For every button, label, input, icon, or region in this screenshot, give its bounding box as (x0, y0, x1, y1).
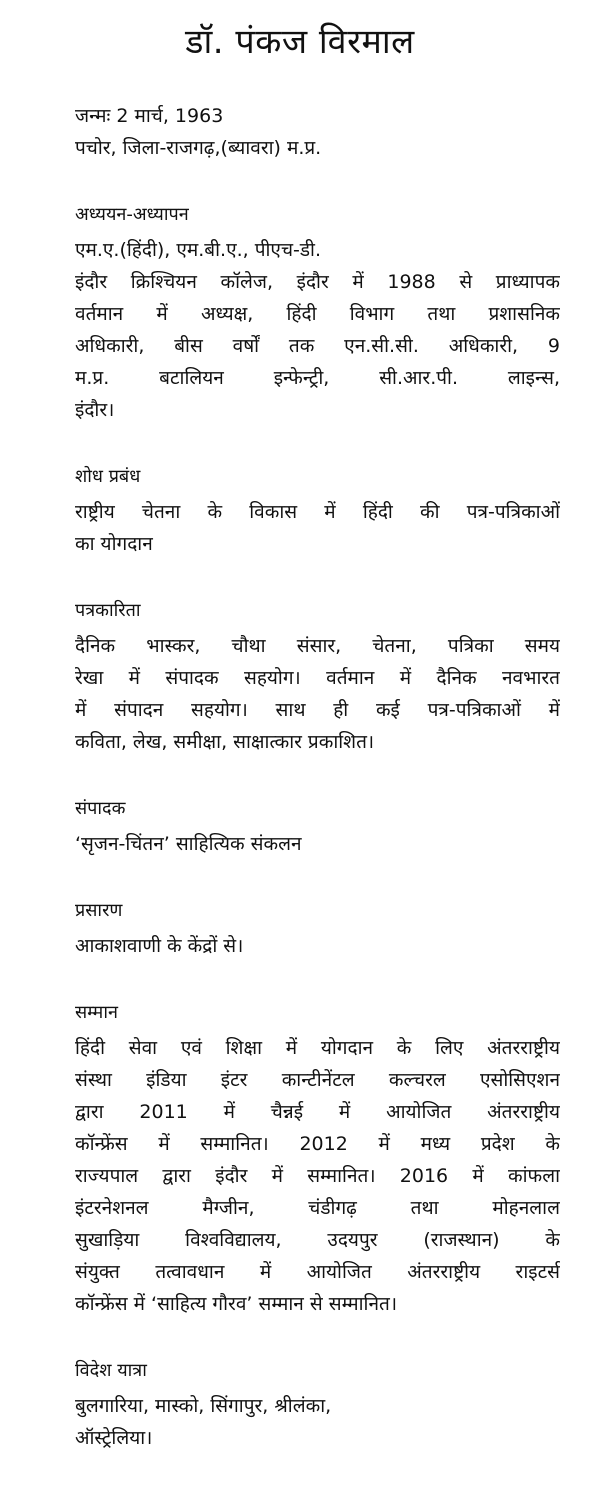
travel-section (75, 1358, 560, 1454)
travel-heading: विदेश यात्रा (75, 1360, 147, 1381)
research-heading: शोध प्रबंध (75, 466, 141, 487)
page-title: डॉ. पंकज विरमाल (185, 22, 415, 62)
journalism-line: रेखा में संपादक सहयोग। वर्तमान में दैनिक नवभारत (75, 667, 560, 689)
research-line: राष्ट्रीय चेतना के विकास में हिंदी की पत्र-पत्रिकाओं (75, 501, 560, 523)
birth-place: पचोर, जिला-राजगढ़,(ब्यावरा) म.प्र. (75, 137, 322, 159)
editor-heading: संपादक (75, 798, 126, 819)
honors-section (75, 1000, 560, 1320)
education-heading: अध्ययन-अध्यापन (75, 204, 189, 225)
honors-line: संयुक्त तत्वावधान में आयोजित अंतरराष्ट्रीय राइटर्स (75, 1261, 560, 1283)
broadcast-line: आकाशवाणी के केंद्रों से। (75, 935, 244, 957)
education-line: इंदौर क्रिश्चियन कॉलेज, इंदौर में 1988 से प्राध्यापक (75, 271, 560, 293)
research-section (75, 464, 560, 560)
honors-heading: सम्मान (75, 1002, 118, 1023)
journalism-line: कविता, लेख, समीक्षा, साक्षात्कार प्रकाशित। (75, 731, 375, 753)
journalism-line: दैनिक भास्कर, चौथा संसार, चेतना, पत्रिका समय (75, 635, 560, 657)
broadcast-section (75, 898, 560, 962)
honors-line: इंटरनेशनल मैग्जीन, चंडीगढ़ तथा मोहनलाल (75, 1197, 560, 1219)
education-line: इंदौर। (75, 399, 115, 421)
journalism-line: में संपादन सहयोग। साथ ही कई पत्र-पत्रिकाओं में (75, 699, 560, 721)
honors-line: हिंदी सेवा एवं शिक्षा में योगदान के लिए अंतरराष्ट्रीय (75, 1037, 560, 1059)
travel-line: ऑस्ट्रेलिया। (75, 1427, 153, 1449)
broadcast-heading: प्रसारण (75, 900, 123, 921)
education-line: वर्तमान में अध्यक्ष, हिंदी विभाग तथा प्रशासनिक (75, 303, 560, 325)
editor-section (75, 796, 560, 860)
education-line: म.प्र. बटालियन इन्फेन्ट्री, सी.आर.पी. लाइन्स, (75, 367, 560, 389)
education-line: अधिकारी, बीस वर्षों तक एन.सी.सी. अधिकारी, 9 (75, 335, 560, 357)
honors-line: संस्था इंडिया इंटर कान्टीनेंटल कल्चरल एसोसिएशन (75, 1069, 560, 1091)
research-line: का योगदान (75, 533, 153, 555)
honors-line: कॉन्फ्रेंस में ‘साहित्य गौरव’ सम्मान से सम्मानित। (75, 1293, 398, 1315)
birth-date: जन्मः 2 मार्च, 1963 (75, 105, 224, 127)
travel-line: बुलगारिया, मास्को, सिंगापुर, श्रीलंका, (75, 1395, 332, 1417)
journalism-section (75, 598, 560, 758)
honors-line: राज्यपाल द्वारा इंदौर में सम्मानित। 2016 में कांफला (75, 1165, 560, 1187)
honors-line: सुखाड़िया विश्वविद्यालय, उदयपुर (राजस्थान) के (75, 1229, 560, 1251)
editor-line: ‘सृजन-चिंतन’ साहित्यिक संकलन (75, 833, 302, 855)
education-line: एम.ए.(हिंदी), एम.बी.ए., पीएच-डी. (75, 239, 321, 261)
honors-line: द्वारा 2011 में चैन्नई में आयोजित अंतरराष्ट्रीय (75, 1101, 560, 1123)
honors-line: कॉन्फ्रेंस में सम्मानित। 2012 में मध्य प्रदेश के (75, 1133, 560, 1155)
education-section (75, 202, 560, 426)
journalism-heading: पत्रकारिता (75, 600, 141, 621)
birth-section (75, 100, 560, 164)
